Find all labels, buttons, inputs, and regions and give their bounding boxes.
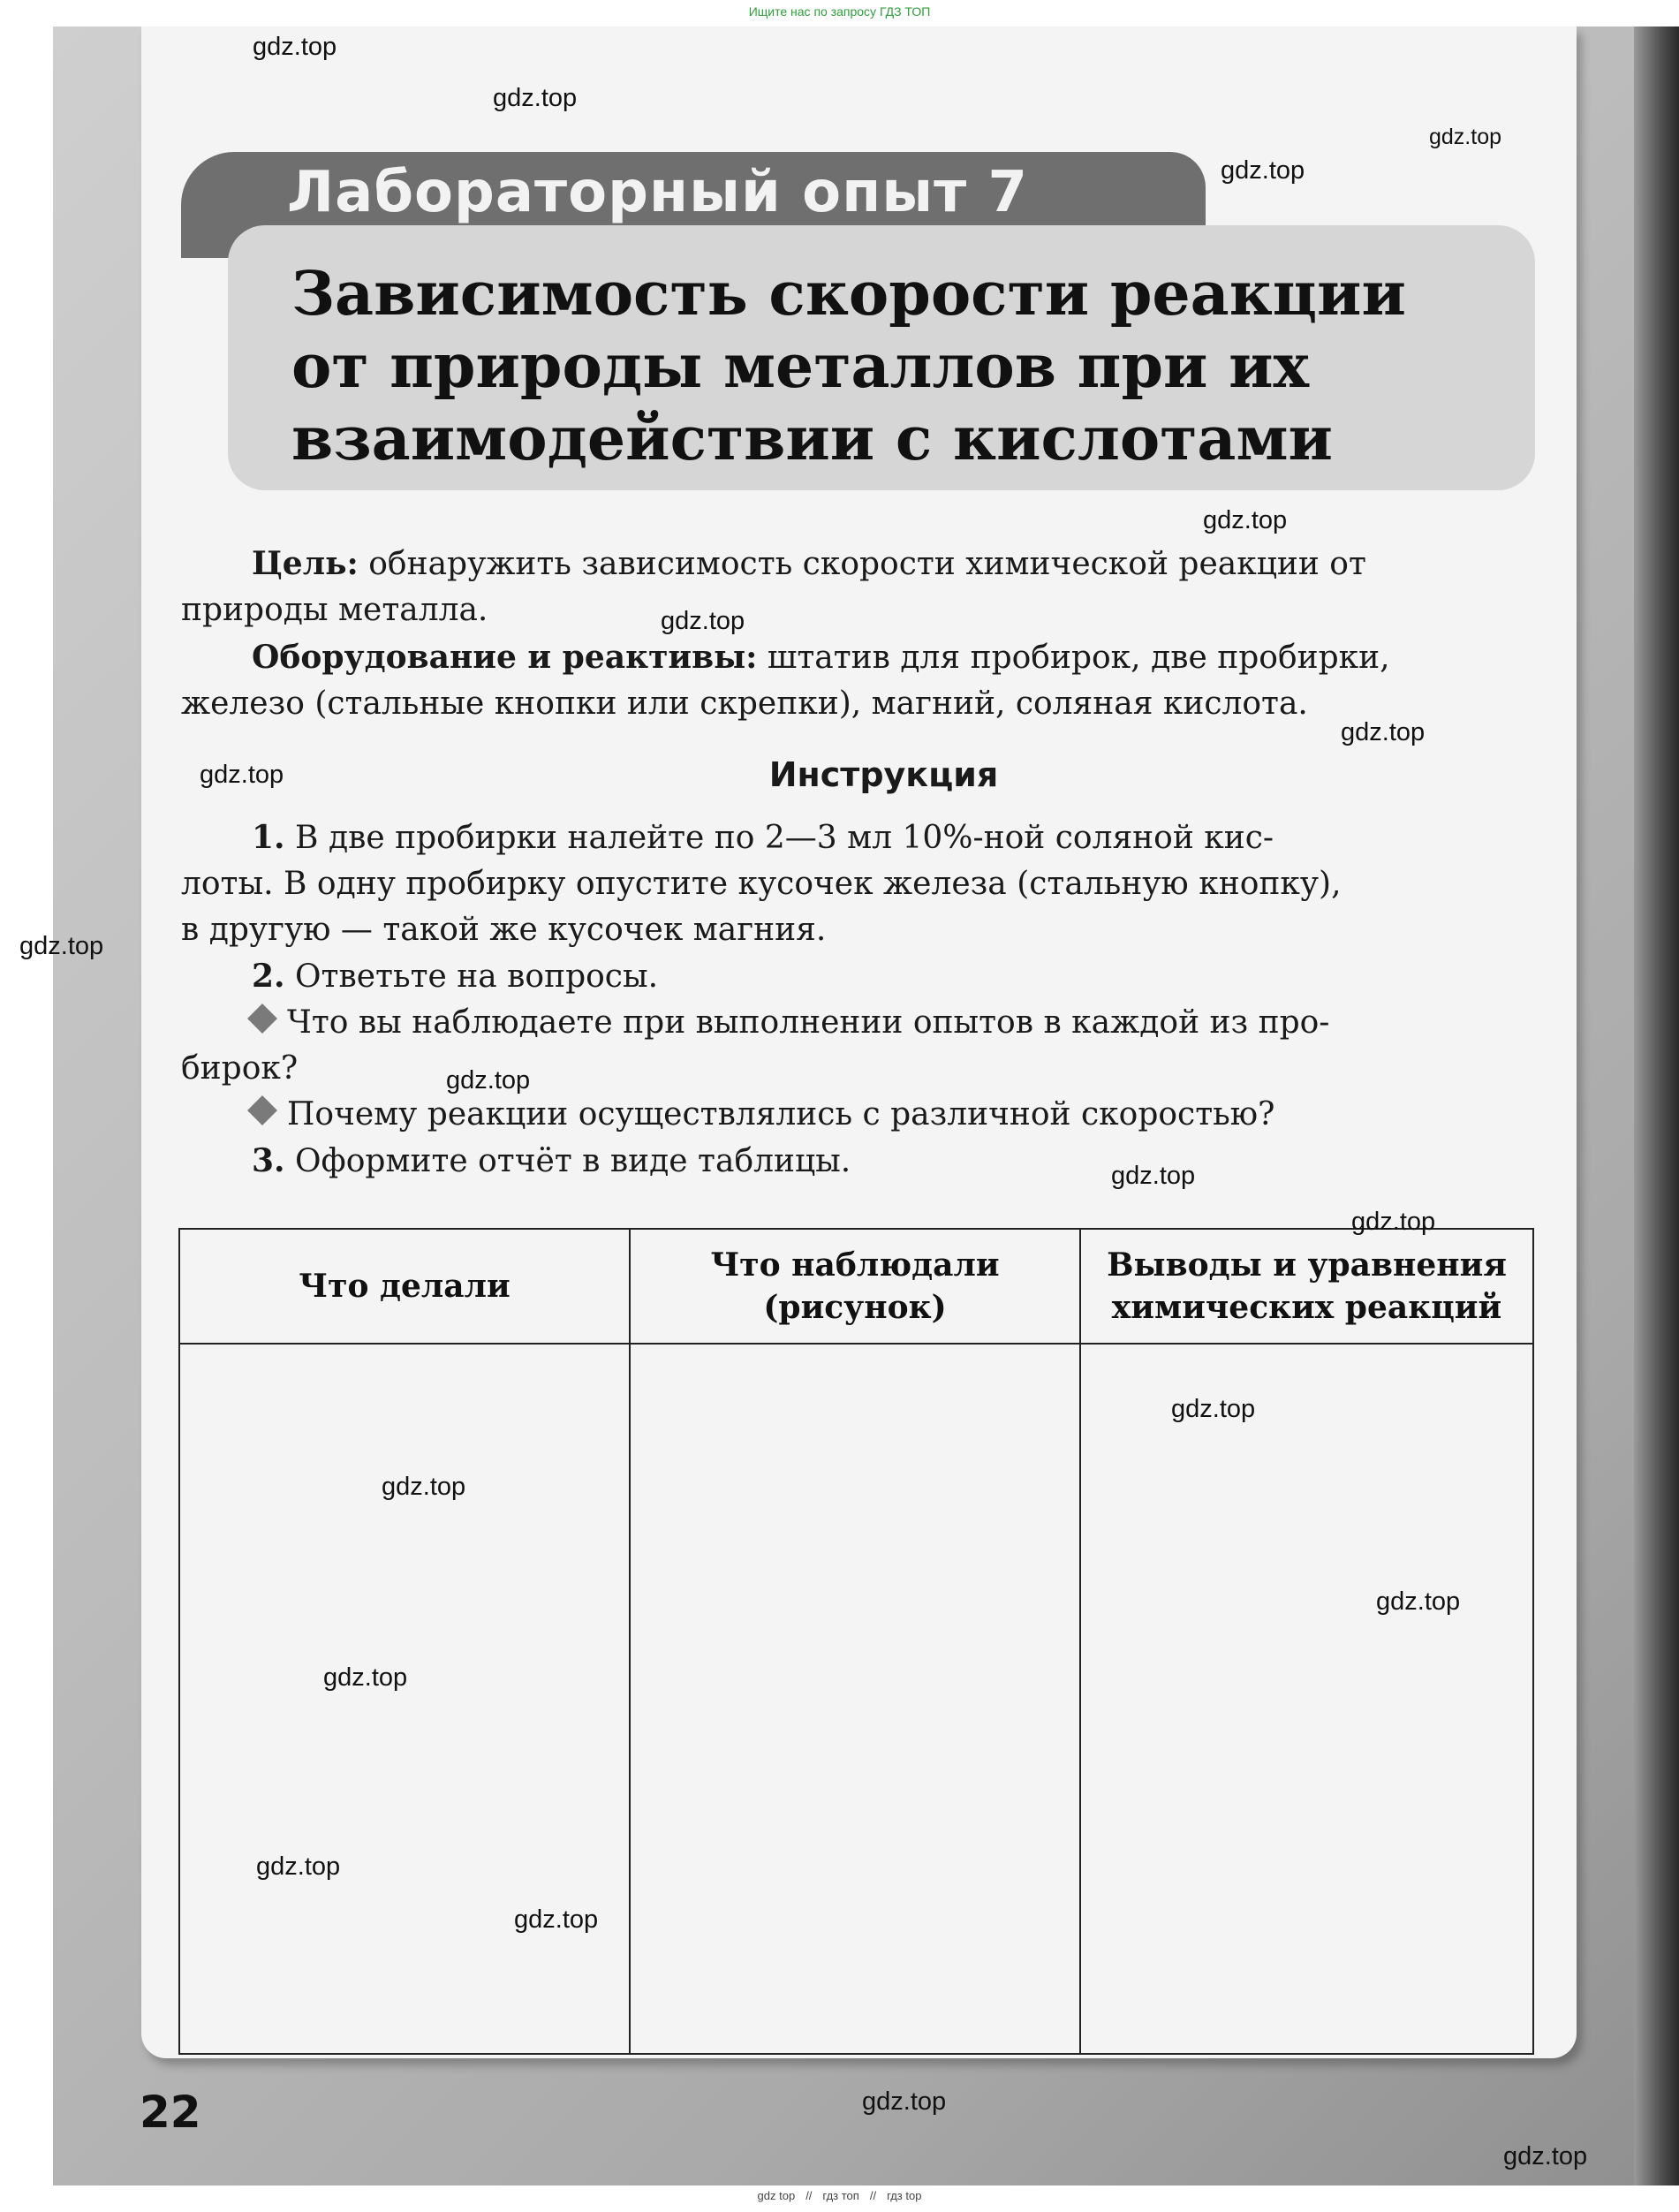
watermark: gdz.top: [1171, 1395, 1256, 1423]
step-3: 3. Оформите отчёт в виде таблицы.: [252, 1142, 851, 1179]
watermark: gdz.top: [1351, 1208, 1436, 1236]
watermark: gdz.top: [19, 932, 104, 960]
report-table: [178, 1228, 1534, 2055]
watermark: gdz.top: [1376, 1587, 1461, 1616]
watermark: gdz.top: [1111, 1162, 1196, 1190]
step-1-number: 1.: [252, 819, 285, 856]
step-2-number: 2.: [252, 958, 285, 995]
step-1-line-2: лоты. В одну пробирку опустите кусочек железа (стальную кнопку),: [181, 866, 1342, 902]
watermark: gdz.top: [1503, 2142, 1588, 2170]
equipment-label: Оборудование и реактивы:: [252, 639, 758, 676]
header-conclusions: Выводы и уравнения химических реакций: [1080, 1229, 1533, 1344]
watermark: gdz.top: [446, 1066, 531, 1095]
diamond-bullet-icon: [247, 1095, 277, 1125]
equipment-paragraph: [181, 634, 1532, 727]
page-title: [291, 258, 1510, 475]
goal-label: Цель:: [252, 545, 359, 582]
page-number: 22: [140, 2087, 201, 2138]
answer-cell-what-done[interactable]: [179, 1344, 630, 2054]
instruction-heading: Инструкция: [768, 755, 999, 794]
book-spine-edge: [1634, 27, 1679, 2185]
lab-label: Лабораторный опыт 7: [287, 160, 1029, 225]
header-what-done: Что делали: [179, 1229, 630, 1344]
watermark: gdz.top: [1221, 156, 1305, 185]
goal-text-2: природы металла.: [181, 592, 488, 628]
watermark: gdz.top: [661, 607, 745, 635]
table-row: [179, 1344, 1533, 2054]
step-3-number: 3.: [252, 1142, 285, 1179]
equipment-text-2: железо (стальные кнопки или скрепки), магний, соляная кислота.: [181, 686, 1308, 722]
step-1-line-3: в другую — такой же кусочек магния.: [181, 912, 827, 948]
watermark: gdz.top: [382, 1473, 466, 1501]
diamond-bullet-icon: [247, 1004, 277, 1034]
watermark: gdz.top: [200, 761, 284, 789]
step-1-line-1: 1. В две пробирки налейте по 2—3 мл 10%-ной соляной кис-: [252, 819, 1274, 856]
title-line-3: взаимодействии с кислотами: [291, 404, 1333, 474]
answer-cell-observed[interactable]: [630, 1344, 1080, 2054]
goal-text-1: обнаружить зависимость скорости химической реакции от: [368, 546, 1366, 582]
instruction-list: [181, 814, 1532, 1185]
watermark: gdz.top: [323, 1663, 408, 1692]
watermark: gdz.top: [514, 1905, 599, 1934]
bottom-banner: gdz top // гдз топ // гдз top: [757, 2189, 922, 2202]
title-line-2: от природы металлов при их: [291, 331, 1310, 402]
watermark: gdz.top: [1341, 718, 1426, 746]
title-line-1: Зависимость скорости реакции: [291, 259, 1406, 330]
question-1-line-1: Что вы наблюдаете при выполнении опытов в каждой из про-: [181, 1000, 1532, 1046]
watermark: gdz.top: [1429, 125, 1502, 149]
answer-cell-conclusions[interactable]: [1080, 1344, 1533, 2054]
goal-paragraph: [181, 541, 1532, 633]
watermark: gdz.top: [862, 2087, 947, 2116]
table-header-row: [179, 1229, 1533, 1344]
question-1-line-2: бирок?: [181, 1050, 299, 1087]
watermark: gdz.top: [1203, 506, 1288, 534]
watermark: gdz.top: [256, 1852, 341, 1881]
watermark: gdz.top: [253, 33, 337, 61]
watermark: gdz.top: [493, 84, 578, 112]
equipment-text-1: штатив для пробирок, две пробирки,: [767, 640, 1390, 676]
top-banner: Ищите нас по запросу ГДЗ ТОП: [748, 4, 931, 19]
question-2: Почему реакции осуществлялись с различной скоростью?: [181, 1092, 1532, 1138]
header-observed: Что наблюдали (рисунок): [630, 1229, 1080, 1344]
step-2: 2. Ответьте на вопросы.: [252, 958, 659, 995]
